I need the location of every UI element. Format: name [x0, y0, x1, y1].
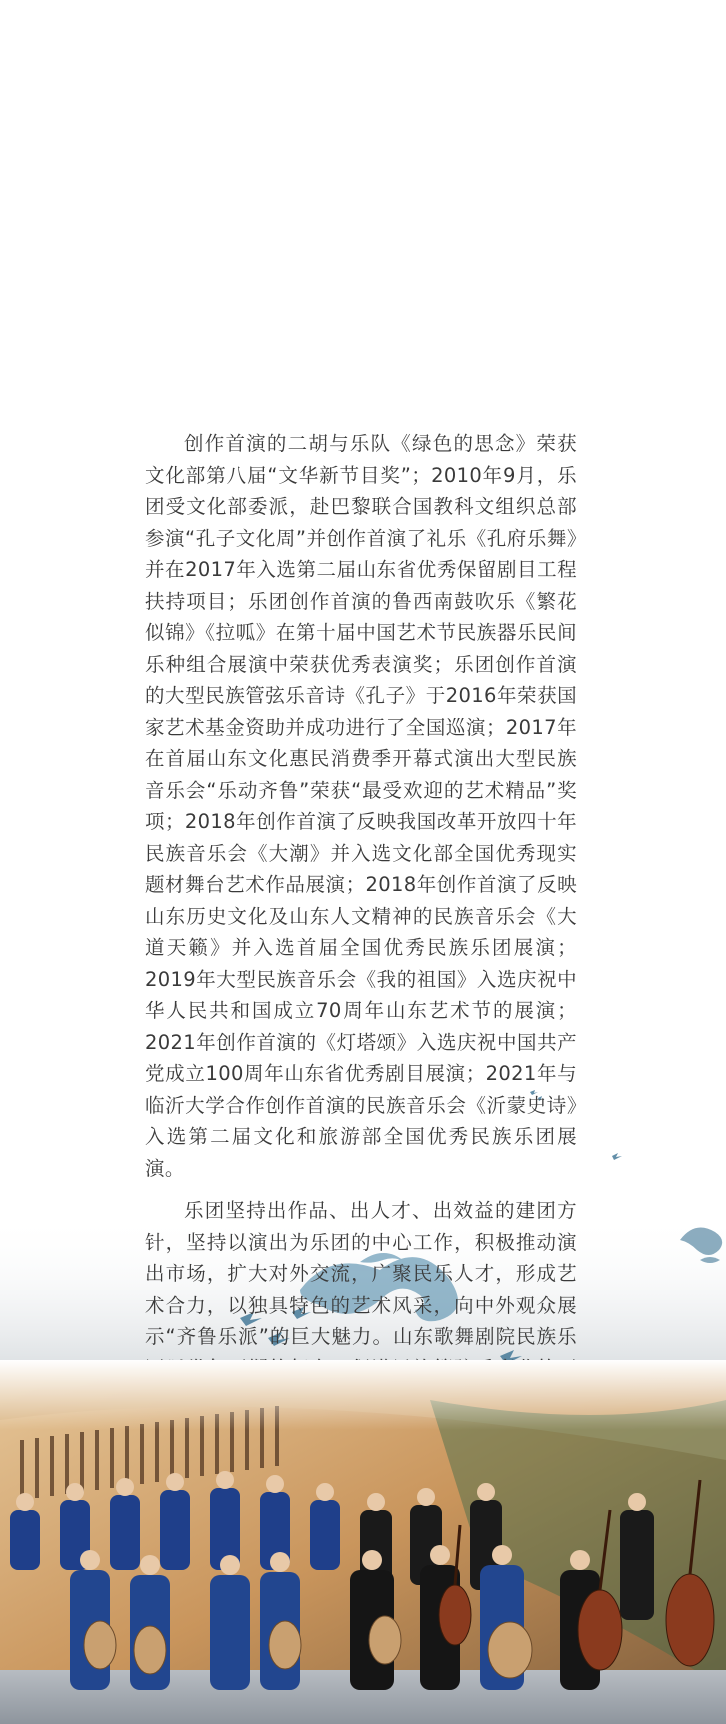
article-paragraph: 创作首演的二胡与乐队《绿色的思念》荣获文化部第八届“文华新节目奖”；2010年9月，乐团受文化部委派，赴巴黎联合国教科文组织总部参演“孔子文化周”并创作首演了礼乐《孔府乐舞》并在2017年入选第二届山东省优秀保留剧目工程扶持项目；乐团创作首演的鲁西南鼓吹乐《繁花似锦》《拉呱》在第十届中国艺术节民族器乐民间乐种组合展演中荣获优秀表演奖；乐团创作首演的大型民族管弦乐音诗《孔子》于2016年荣获国家艺术基金资助并成功进行了全国巡演；2017年在首届山东文化惠民消费季开幕式演出大型民族音乐会“乐动齐鲁”荣获“最受欢迎的艺术精品”奖项；2018年创作首演了反映我国改革开放四十年民族音乐会《大潮》并入选文化部全国优秀现实题材舞台艺术作品展演；2018年创作首演了反映山东历史文化及山东人文精神的民族音乐会《大道天籁》并入选首届全国优秀民族乐团展演；2019年大型民族音乐会《我的祖国》入选庆祝中华人民共和国成立70周年山东艺术节的展演；2021年创作首演的《灯塔颂》入选庆祝中国共产党成立100周年山东省优秀剧目展演；2021年与临沂大学合作创作首演的民族音乐会《沂蒙史诗》入选第二届文化和旅游部全国优秀民族乐团展演。 [145, 432, 577, 1180]
orchestra-photo [0, 1360, 726, 1724]
article-paragraph: 乐团坚持出作品、出人才、出效益的建团方针，坚持以演出为乐团的中心工作，积极推动演出市场，扩大对外交流，广聚民乐人才，形成艺术合力，以独具特色的艺术风采，向中外观众展示“齐鲁乐派”的巨大魅力。山东歌舞剧院民族乐 [145, 1199, 577, 1348]
article-body [145, 428, 577, 1416]
